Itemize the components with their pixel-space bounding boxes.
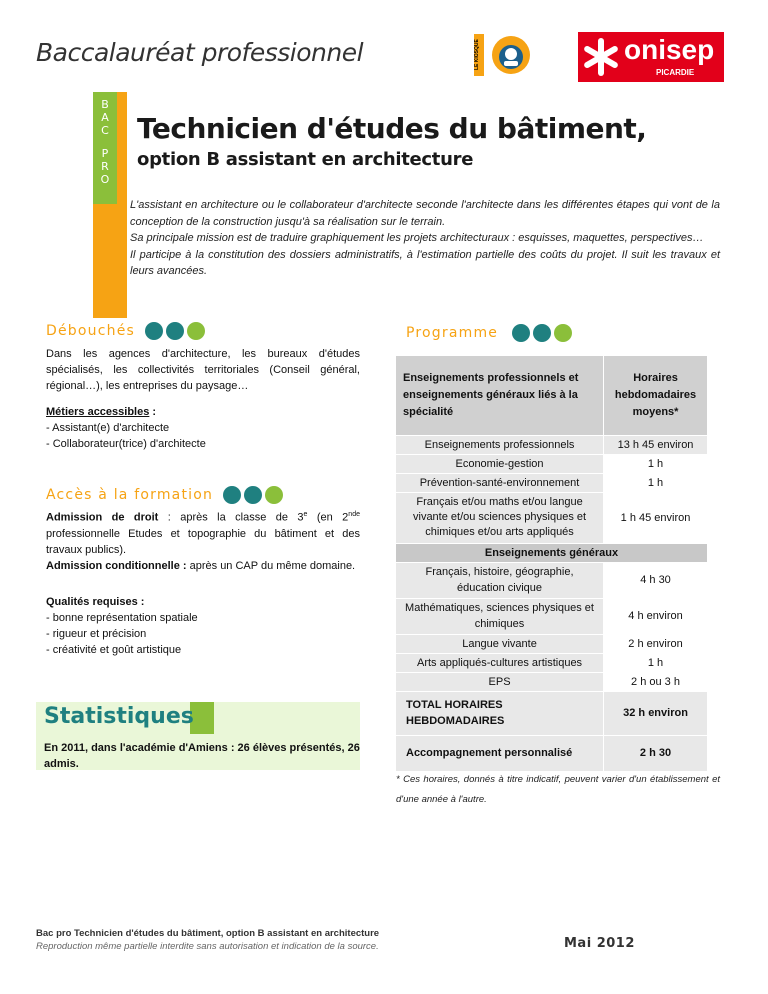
total-value: 32 h environ	[604, 691, 708, 735]
programme-heading	[406, 324, 572, 342]
dot-icon	[166, 322, 184, 340]
dot-icon	[554, 324, 572, 342]
badge-letter: C	[101, 124, 109, 137]
row-value: 4 h environ	[604, 598, 708, 634]
row-value: 1 h	[604, 653, 708, 672]
table-row	[396, 634, 708, 653]
programme-footnote: * Ces horaires, donnés à titre indicatif, peuvent varier d'un établissement et d'une année à l'autre.	[396, 774, 720, 805]
decorative-dots	[512, 324, 572, 342]
decorative-dots	[145, 322, 205, 340]
metiers-block: Métiers accessibles : - Assistant(e) d'architecte - Collaborateur(trice) d'architecte	[46, 404, 360, 452]
section-label: Enseignements généraux	[396, 543, 708, 562]
dot-icon	[187, 322, 205, 340]
kiosque-logo	[474, 34, 538, 76]
table-header-right: Horaires hebdomadaires moyens*	[604, 356, 708, 435]
acces-title: Accès à la formation	[46, 487, 214, 503]
debouches-text: Dans les agences d'architecture, les bureaux d'études spécialisés, les collectivités territoriales (Conseil général, régional…), les entreprises du paysage…	[46, 348, 360, 392]
metier-item: - Collaborateur(trice) d'architecte	[46, 438, 206, 450]
table-row	[396, 598, 708, 634]
table-row	[396, 492, 708, 543]
table-accomp-row	[396, 735, 708, 771]
qualite-item: - bonne représentation spatiale	[46, 612, 198, 624]
table-header-row	[396, 356, 708, 435]
document-date: Mai 2012	[564, 936, 635, 951]
qualite-item: - créativité et goût artistique	[46, 644, 182, 656]
row-label: Français, histoire, géographie, éducation civique	[396, 562, 604, 598]
admission-cond-label: Admission conditionnelle :	[46, 559, 187, 572]
intro-paragraph: L'assistant en architecture ou le collaborateur d'architecte seconde l'architecte dans les différentes étapes qui vont de la conception de la construction jusqu'à sa réalisation sur le terrain.	[130, 199, 720, 228]
badge-letter: A	[101, 111, 109, 124]
badge-letter: B	[101, 98, 109, 111]
row-label: Economie-gestion	[396, 454, 604, 473]
table-row	[396, 454, 708, 473]
kiosque-face-icon	[488, 34, 534, 76]
row-label: Enseignements professionnels	[396, 435, 604, 454]
row-value: 2 h ou 3 h	[604, 672, 708, 691]
intro-text	[130, 197, 720, 280]
onisep-region: PICARDIE	[656, 68, 695, 77]
qualite-item: - rigueur et précision	[46, 628, 147, 640]
metier-item: - Assistant(e) d'architecte	[46, 422, 170, 434]
decorative-dots	[223, 486, 283, 504]
dot-icon	[265, 486, 283, 504]
debouches-title: Débouchés	[46, 323, 135, 339]
table-row	[396, 473, 708, 492]
table-row	[396, 435, 708, 454]
admission-text: Admission de droit : après la classe de 3e (en 2nde professionnelle Etudes et topographie du bâtiment et des travaux publics). Admission conditionnelle : après un CAP du même domaine.	[46, 511, 360, 572]
dot-icon	[223, 486, 241, 504]
intro-paragraph: Il participe à la constitution des dossiers administratifs, à l'estimation partielle des coûts du projet. Il suit les travaux et leurs avancées.	[130, 248, 720, 277]
badge-letter: P	[101, 147, 109, 160]
row-label: Prévention-santé-environnement	[396, 473, 604, 492]
bac-pro-badge	[93, 92, 117, 204]
footer-copyright: Reproduction même partielle interdite sans autorisation et indication de la source.	[36, 941, 379, 952]
qualites-label: Qualités requises :	[46, 596, 145, 608]
badge-letter: R	[101, 160, 109, 173]
programme-table	[396, 356, 708, 772]
onisep-star-icon	[582, 36, 620, 78]
metiers-label: Métiers accessibles	[46, 406, 150, 418]
footer-title: Bac pro Technicien d'études du bâtiment, option B assistant en architecture	[36, 928, 380, 939]
acces-heading	[46, 486, 283, 504]
document-category: Baccalauréat professionnel	[36, 38, 364, 67]
row-label: Langue vivante	[396, 634, 604, 653]
dot-icon	[244, 486, 262, 504]
accomp-label: Accompagnement personnalisé	[396, 735, 604, 771]
stats-title: Statistiques	[44, 704, 194, 729]
admission-droit-label: Admission de droit	[46, 511, 159, 524]
onisep-wordmark: onisep	[624, 34, 715, 65]
row-label: Mathématiques, sciences physiques et chimiques	[396, 598, 604, 634]
dot-icon	[533, 324, 551, 342]
intro-paragraph: Sa principale mission est de traduire graphiquement les projets architecturaux : esquisses, maquettes, perspectives…	[130, 232, 704, 244]
dot-icon	[512, 324, 530, 342]
row-value: 1 h	[604, 473, 708, 492]
dot-icon	[145, 322, 163, 340]
row-label: EPS	[396, 672, 604, 691]
row-label: Français et/ou maths et/ou langue vivante et/ou sciences physiques et chimiques et/ou arts appliqués	[396, 492, 604, 543]
table-total-row	[396, 691, 708, 735]
kiosque-logo-text: LE KIOSQUE	[474, 34, 484, 76]
total-label: TOTAL HORAIRES HEBDOMADAIRES	[396, 691, 604, 735]
onisep-logo	[578, 32, 724, 82]
row-value: 4 h 30	[604, 562, 708, 598]
debouches-heading	[46, 322, 205, 340]
row-value: 1 h	[604, 454, 708, 473]
table-row	[396, 672, 708, 691]
accomp-value: 2 h 30	[604, 735, 708, 771]
page-subtitle: option B assistant en architecture	[137, 149, 474, 170]
page-title: Technicien d'études du bâtiment,	[137, 112, 647, 145]
badge-letter: O	[100, 173, 110, 186]
table-row	[396, 653, 708, 672]
stats-text: En 2011, dans l'académie d'Amiens : 26 élèves présentés, 26 admis.	[44, 742, 360, 770]
row-label: Arts appliqués-cultures artistiques	[396, 653, 604, 672]
row-value: 13 h 45 environ	[604, 435, 708, 454]
programme-title: Programme	[406, 325, 499, 341]
table-row	[396, 562, 708, 598]
row-value: 1 h 45 environ	[604, 492, 708, 543]
table-header-left: Enseignements professionnels et enseignements généraux liés à la spécialité	[396, 356, 604, 435]
row-value: 2 h environ	[604, 634, 708, 653]
table-section-row	[396, 543, 708, 562]
qualites-block	[46, 594, 360, 658]
